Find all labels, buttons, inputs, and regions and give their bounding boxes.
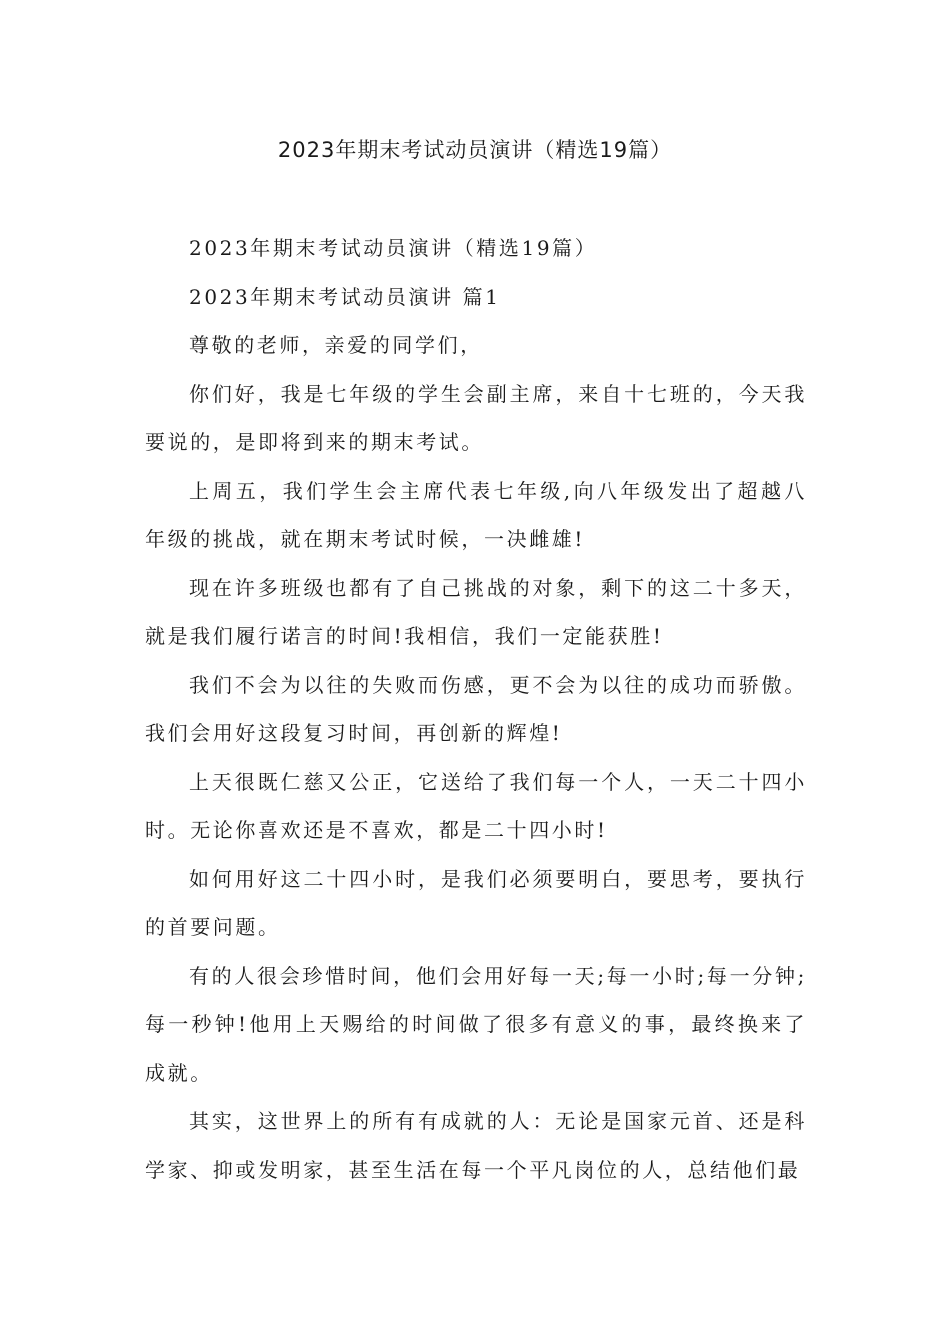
paragraph: 上天很既仁慈又公正，它送给了我们每一个人，一天二十四小时。无论你喜欢还是不喜欢，都是二十四小时! xyxy=(145,769,807,842)
paragraph: 2023年期末考试动员演讲 篇1 xyxy=(189,284,501,309)
paragraph: 2023年期末考试动员演讲（精选19篇） xyxy=(189,236,598,260)
paragraph: 如何用好这二十四小时，是我们必须要明白，要思考，要执行的首要问题。 xyxy=(145,866,807,939)
paragraph: 尊敬的老师，亲爱的同学们， xyxy=(189,333,483,357)
document-body xyxy=(145,224,807,1194)
paragraph: 我们不会为以往的失败而伤感，更不会为以往的成功而骄傲。我们会用好这段复习时间，再创新的辉煌! xyxy=(145,672,807,745)
paragraph: 有的人很会珍惜时间，他们会用好每一天;每一小时;每一分钟;每一秒钟!他用上天赐给的时间做了很多有意义的事，最终换来了成就。 xyxy=(145,963,807,1085)
paragraph: 上周五，我们学生会主席代表七年级,向八年级发出了超越八年级的挑战，就在期末考试时候，一决雌雄! xyxy=(145,478,807,551)
document-title: 2023年期末考试动员演讲（精选19篇） xyxy=(277,138,673,162)
paragraph: 其实，这世界上的所有有成就的人：无论是国家元首、还是科学家、抑或发明家，甚至生活在每一个平凡岗位的人，总结他们最 xyxy=(145,1109,807,1182)
paragraph: 你们好，我是七年级的学生会副主席，来自十七班的，今天我要说的，是即将到来的期末考试。 xyxy=(145,381,807,454)
paragraph: 现在许多班级也都有了自己挑战的对象，剩下的这二十多天，就是我们履行诺言的时间!我相信，我们一定能获胜! xyxy=(145,575,807,648)
